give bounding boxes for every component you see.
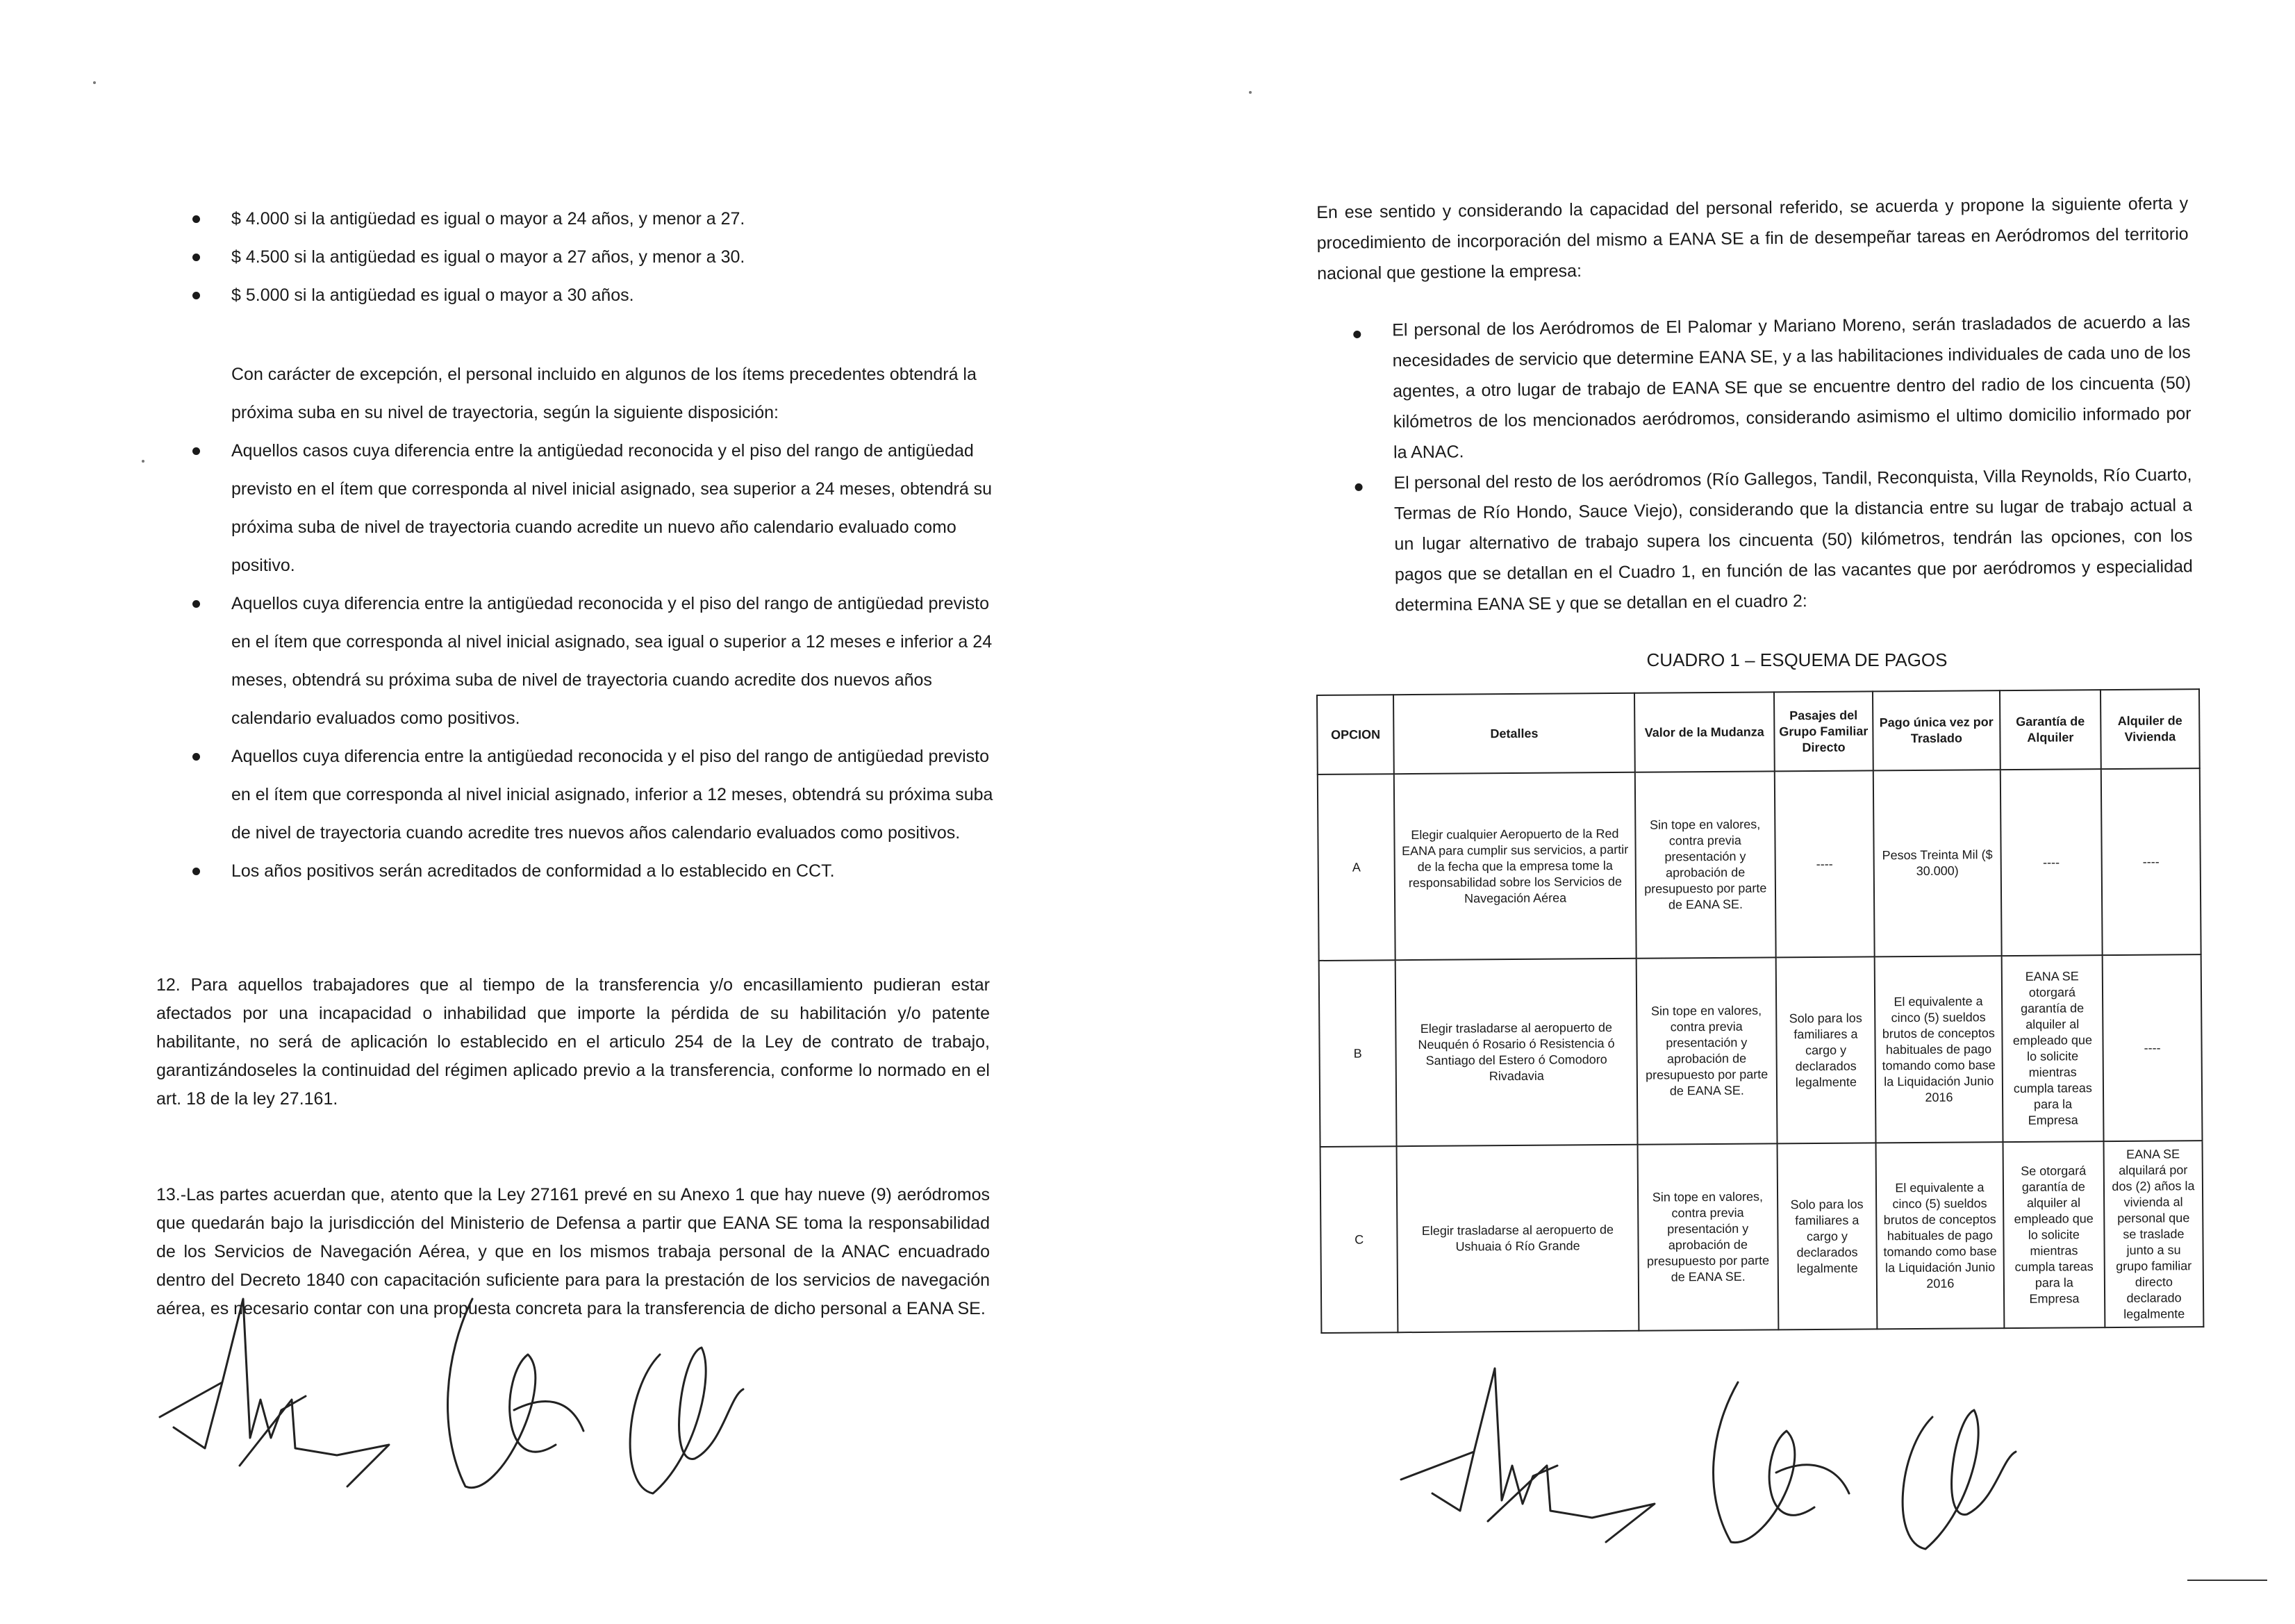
corner-rule bbox=[2187, 1580, 2267, 1581]
table-cell: Solo para los familiares a cargo y declarados legalmente bbox=[1777, 1143, 1877, 1329]
clause-13: 13.-Las partes acuerdan que, atento que la Ley 27161 prevé en su Anexo 1 que hay nueve (9) aeródromos que quedarán bajo la jurisdicción del Ministerio de Defensa a partir que EANA SE toma la responsabilidad de los Servicios de Navegación Aérea, y que en los mismos trabaja personal de la ANAC encuadrado dentro del Decreto 1840 con capacitación suficiente para para la prestación de los servicios de navegación aérea, es necesario contar con una propuesta concreta para la transferencia de dicho personal a EANA SE. bbox=[156, 1185, 990, 1318]
clause-12: 12. Para aquellos trabajadores que al tiempo de la transferencia y/o encasillamiento pudieran estar afectados por una incapacidad o inhabilidad que importe la pérdida de su habilitación y/o patente habilitante, no será de aplicación lo establecido en el articulo 254 de la Ley de contrato de trabajo, garantizándoseles la continuidad del régimen aplicado previo a la transferencia, conforme lo normado en el art. 18 de la ley 27.161. bbox=[156, 975, 990, 1109]
signature-2 bbox=[1714, 1382, 1849, 1543]
amount-bullet-3: $ 5.000 si la antigüedad es igual o mayor a 30 años. bbox=[192, 276, 1016, 315]
amount-bullets bbox=[192, 200, 1016, 315]
table-cell: Pesos Treinta Mil ($ 30.000) bbox=[1873, 770, 2002, 956]
header-cell: OPCION bbox=[1317, 695, 1394, 774]
header-cell: Pago única vez por Traslado bbox=[1873, 690, 2000, 770]
exception-bullet-3: Aquellos cuya diferencia entre la antigüedad reconocida y el piso del rango de antigüedad previsto en el ítem que corresponda al nivel inicial asignado, inferior a 12 meses, obtendrá su próxima suba de nivel de trayectoria cuando acredite tres nuevos años calendario evaluados como positivos. bbox=[192, 738, 1002, 852]
transfer-bullet-2: El personal del resto de los aeródromos (Río Gallegos, Tandil, Reconquista, Villa Reynolds, Río Cuarto, Termas de Río Hondo, Sauce Viejo), considerando que la distancia entre su lugar de trabajo actual a un lugar alternativo de trabajo supera los cincuenta (50) kilómetros, tendrán las opciones, con los pagos que se detallan en el Cuadro 1, en función de las vacantes que por aeródromos y especialidad determina EANA SE y que se detallan en el cuadro 2: bbox=[1354, 459, 2193, 621]
table-cell: A bbox=[1318, 774, 1395, 961]
signature-2 bbox=[448, 1299, 583, 1488]
amount-bullet-1: $ 4.000 si la antigüedad es igual o mayor a 24 años, y menor a 27. bbox=[192, 200, 1016, 238]
table-cell: Sin tope en valores, contra previa presentación y aprobación de presupuesto por parte de EANA SE. bbox=[1634, 771, 1775, 958]
transfer-bullet-1: El personal de los Aeródromos de El Palomar y Mariano Moreno, serán trasladados de acuerdo a las necesidades de servicio que determine EANA SE, y a las habilitaciones individuales de cada uno de los agentes, a otro lugar de trabajo de EANA SE que se encuentre dentro del radio de los cincuenta (50) kilómetros de los mencionados aeródromos, considerando asimismo el ultimo domicilio informado por la ANAC. bbox=[1353, 306, 2192, 468]
table-cell: ---- bbox=[1775, 770, 1875, 957]
header-cell: Alquiler de Vivienda bbox=[2101, 689, 2200, 769]
scan-speck bbox=[93, 81, 96, 84]
signature-1 bbox=[1401, 1368, 1655, 1542]
header-cell: Valor de la Mudanza bbox=[1634, 692, 1775, 772]
table-cell: ---- bbox=[2000, 769, 2103, 956]
exception-bullet-2: Aquellos cuya diferencia entre la antigüedad reconocida y el piso del rango de antigüedad previsto en el ítem que corresponda al nivel inicial asignado, sea igual o superior a 12 meses e inferior a 24 meses, obtendrá su próxima suba de nivel de trayectoria cuando acredite dos nuevos años calendario evaluados como positivos. bbox=[192, 585, 1002, 738]
table-cell: El equivalente a cinco (5) sueldos brutos de conceptos habituales de pago tomando como base la Liquidación Junio 2016 bbox=[1875, 956, 2003, 1143]
table-row bbox=[1319, 954, 2203, 1147]
exception-bullets bbox=[192, 432, 1002, 890]
table-cell: Elegir trasladarse al aeropuerto de Neuquén ó Rosario ó Resistencia ó Santiago del Estero ó Comodoro Rivadavia bbox=[1395, 959, 1637, 1146]
table-cell: B bbox=[1319, 960, 1397, 1147]
scan-speck bbox=[142, 460, 144, 463]
table-cell: Se otorgará garantía de alquiler al empleado que lo solicite mientras cumpla tareas para la Empresa bbox=[2003, 1141, 2105, 1328]
table-cell: EANA SE alquilará por dos (2) años la vivienda al personal que se traslade junto a su grupo familiar directo declarado legalmente bbox=[2103, 1141, 2203, 1327]
header-cell: Pasajes del Grupo Familiar Directo bbox=[1774, 691, 1873, 771]
table-cell: EANA SE otorgará garantía de alquiler al empleado que lo solicite mientras cumpla tareas para la Empresa bbox=[2002, 955, 2104, 1142]
amount-bullet-2: $ 4.500 si la antigüedad es igual o mayor a 27 años, y menor a 30. bbox=[192, 238, 1016, 276]
header-cell: Detalles bbox=[1393, 693, 1634, 774]
right-page bbox=[1148, 0, 2295, 1624]
table-cell: ---- bbox=[2103, 954, 2203, 1141]
table-title: CUADRO 1 – ESQUEMA DE PAGOS bbox=[1646, 649, 1948, 670]
exception-bullet-4: Los años positivos serán acreditados de conformidad a lo establecido en CCT. bbox=[192, 852, 1002, 890]
signature-marks bbox=[1391, 1354, 2085, 1563]
exception-intro: Con carácter de excepción, el personal incluido en algunos de los ítems precedentes obtendrá la próxima suba en su nivel de trayectoria, según la siguiente disposición: bbox=[231, 365, 977, 422]
transfer-bullets bbox=[1353, 306, 2194, 621]
exception-bullet-1: Aquellos casos cuya diferencia entre la antigüedad reconocida y el piso del rango de antigüedad previsto en el ítem que corresponda al nivel inicial asignado, sea superior a 24 meses, obtendrá su próxima suba de nivel de trayectoria cuando acredite un nuevo año calendario evaluado como positivo. bbox=[192, 432, 1002, 585]
table-cell: Sin tope en valores, contra previa presentación y aprobación de presupuesto por parte de EANA SE. bbox=[1636, 957, 1777, 1144]
table-cell: Sin tope en valores, contra previa presentación y aprobación de presupuesto por parte de EANA SE. bbox=[1637, 1143, 1778, 1330]
scan-speck bbox=[1249, 91, 1252, 94]
intro-paragraph: En ese sentido y considerando la capacidad del personal referido, se acuerda y propone la siguiente oferta y procedimiento de incorporación del mismo a EANA SE a fin de desempeñar tareas en Aeródromos del territorio nacional que gestione la empresa: bbox=[1316, 193, 2189, 283]
table-cell: Solo para los familiares a cargo y declarados legalmente bbox=[1776, 956, 1876, 1143]
table-cell: El equivalente a cinco (5) sueldos brutos de conceptos habituales de pago tomando como base la Liquidación Junio 2016 bbox=[1876, 1142, 2005, 1329]
signature-1 bbox=[160, 1299, 389, 1486]
header-cell: Garantía de Alquiler bbox=[2000, 690, 2101, 770]
payment-table bbox=[1316, 688, 2204, 1334]
table-row bbox=[1320, 1141, 2204, 1333]
table-header-row bbox=[1317, 689, 2200, 774]
signature-3 bbox=[630, 1348, 743, 1493]
table-row bbox=[1318, 768, 2201, 961]
table-cell: C bbox=[1320, 1146, 1398, 1333]
table-cell: Elegir trasladarse al aeropuerto de Ushuaia ó Río Grande bbox=[1397, 1145, 1639, 1332]
signature-marks bbox=[139, 1278, 764, 1535]
table-cell: ---- bbox=[2101, 768, 2201, 955]
signature-3 bbox=[1903, 1410, 2016, 1549]
table-cell: Elegir cualquier Aeropuerto de la Red EANA para cumplir sus servicios, a partir de la fecha que la empresa tome la responsabilidad sobre los Servicios de Navegación Aérea bbox=[1394, 772, 1636, 960]
